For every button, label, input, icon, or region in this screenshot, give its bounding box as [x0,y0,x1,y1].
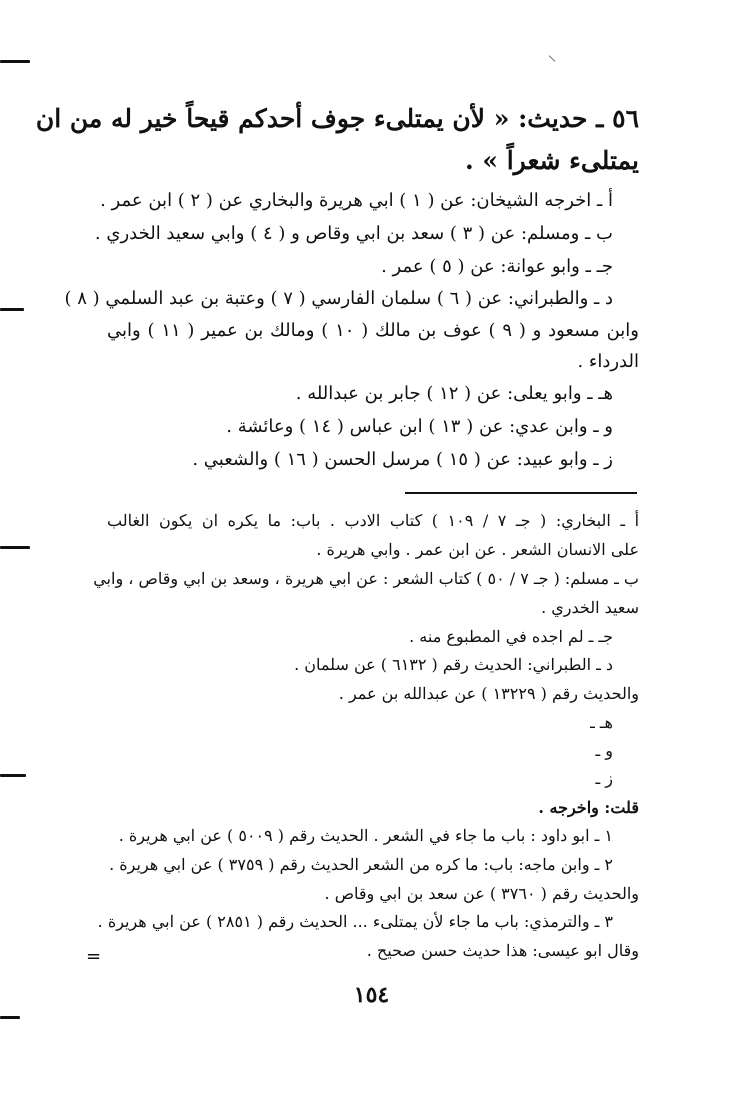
scan-mark [0,774,26,777]
scan-mark [0,546,30,549]
footnote-dal: د ـ الطبراني: الحديث رقم ( ٦١٣٢ ) عن سلمان . [294,655,613,674]
page-number: ١٥٤ [353,982,390,1008]
footnote-ba-cont: سعيد الخدري . [541,598,639,617]
takhrij-item-dal-cont: وابن مسعود و ( ٩ ) عوف بن مالك ( ١٠ ) ومالك بن عمير ( ١١ ) وابي [107,320,639,341]
footnote-2: ٢ ـ وابن ماجه: باب: ما كره من الشعر الحديث رقم ( ٣٧٥٩ ) عن ابي هريرة . [109,855,613,874]
footnote-dal-cont: والحديث رقم ( ١٣٢٢٩ ) عن عبدالله بن عمر . [338,684,639,703]
footnote-3-cont: وقال ابو عيسى: هذا حديث حسن صحيح . [366,941,639,960]
takhrij-item-dal-cont-2: الدرداء . [577,351,639,372]
continuation-mark: = [86,946,102,967]
footnote-jim: جـ ـ لم اجده في المطبوع منه . [409,627,613,646]
footnote-zay: ز ـ [595,769,613,788]
hadith-heading-line-2: يمتلىء شعراً » . [464,146,639,175]
footnote-3: ٣ ـ والترمذي: باب ما جاء لأن يمتلىء ... الحديث رقم ( ٢٨٥١ ) عن ابي هريرة . [97,912,613,931]
footnote-qultu: قلت: واخرجه . [538,798,639,817]
takhrij-item-alif: أ ـ اخرجه الشيخان: عن ( ١ ) ابي هريرة والبخاري عن ( ٢ ) ابن عمر . [100,190,613,211]
takhrij-item-ba: ب ـ ومسلم: عن ( ٣ ) سعد بن ابي وقاص و ( ٤ ) وابي سعيد الخدري . [94,223,613,244]
takhrij-item-zay: ز ـ وابو عبيد: عن ( ١٥ ) مرسل الحسن ( ١٦ ) والشعبي . [192,449,613,470]
takhrij-item-jim: جـ ـ وابو عوانة: عن ( ٥ ) عمر . [381,256,613,277]
takhrij-item-ha: هـ ـ وابو يعلى: عن ( ١٢ ) جابر بن عبدالله . [295,383,613,404]
scan-mark [0,308,24,311]
footnote-ba: ب ـ مسلم: ( جـ ٧ / ٥٠ ) كتاب الشعر : عن ابي هريرة ، وسعد بن ابي وقاص ، وابي [93,569,639,588]
takhrij-item-dal: د ـ والطبراني: عن ( ٦ ) سلمان الفارسي ( ٧ ) وعتبة بن عبد السلمي ( ٨ ) [64,288,613,309]
footnote-waw: و ـ [595,741,613,760]
footnote-1: ١ ـ ابو داود : باب ما جاء في الشعر . الحديث رقم ( ٥٠٠٩ ) عن ابي هريرة . [118,826,613,845]
takhrij-item-waw: و ـ وابن عدي: عن ( ١٣ ) ابن عباس ( ١٤ ) وعائشة . [226,416,613,437]
hadith-heading-line-1: ٥٦ ـ حديث: « لأن يمتلىء جوف أحدكم قيحاً خير له من ان [35,104,639,133]
scan-mark [0,60,30,63]
footnote-ha: هـ ـ [590,713,613,732]
footnote-alif: أ ـ البخاري: ( جـ ٧ / ١٠٩ ) كتاب الادب . باب: ما يكره ان يكون الغالب [107,511,640,530]
scan-speck [549,55,555,61]
footnote-2-cont: والحديث رقم ( ٣٧٦٠ ) عن سعد بن ابي وقاص . [324,884,639,903]
footnote-alif-cont: على الانسان الشعر . عن ابن عمر . وابي هريرة . [316,540,639,559]
footnote-separator [405,492,637,494]
scan-mark [0,1016,20,1019]
